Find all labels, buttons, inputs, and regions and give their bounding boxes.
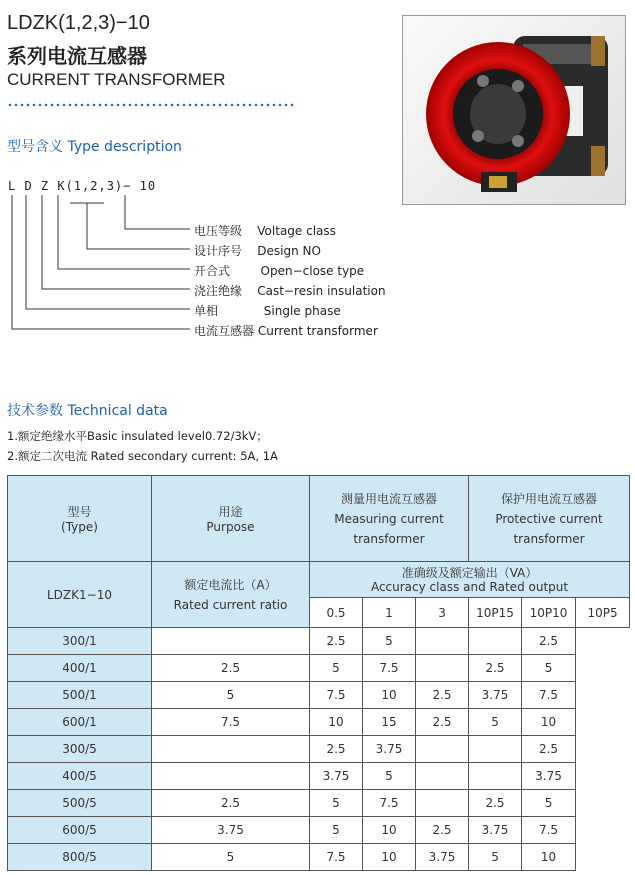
value-cell: 2.5 [152, 655, 310, 682]
value-cell [469, 736, 522, 763]
value-cell: 2.5 [522, 736, 576, 763]
type-description-title: 型号含义 Type description [7, 139, 182, 155]
value-cell [469, 763, 522, 790]
class-cell: 10P15 [469, 598, 522, 628]
class-cell: 0.5 [310, 598, 363, 628]
rated-ratio-header: 额定电流比（A） Rated current ratio [152, 562, 310, 628]
value-cell: 7.5 [522, 682, 576, 709]
voltage-class-label: 电压等级 Voltage class [194, 224, 336, 238]
header-protective: 保护用电流互感器 Protective current transformer [469, 476, 630, 562]
value-cell: 2.5 [469, 790, 522, 817]
ratio-cell: 500/1 [8, 682, 152, 709]
value-cell: 7.5 [522, 817, 576, 844]
value-cell: 2.5 [310, 628, 363, 655]
value-cell: 3.75 [152, 817, 310, 844]
class-cell: 10P10 [522, 598, 576, 628]
value-cell: 2.5 [416, 682, 469, 709]
value-cell: 5 [522, 655, 576, 682]
value-cell [416, 736, 469, 763]
value-cell: 2.5 [416, 817, 469, 844]
current-transformer-label: 电流互感器 Current transformer [194, 324, 378, 338]
ratio-cell: 400/1 [8, 655, 152, 682]
table-row [8, 682, 630, 709]
ratio-cell: 600/1 [8, 709, 152, 736]
value-cell [152, 736, 310, 763]
model-title: LDZK(1,2,3)−10 [7, 12, 150, 34]
single-phase-label: 单相 Single phase [194, 304, 341, 318]
ratio-cell: 300/1 [8, 628, 152, 655]
value-cell: 2.5 [152, 790, 310, 817]
value-cell: 7.5 [363, 655, 416, 682]
value-cell: 3.75 [310, 763, 363, 790]
value-cell: 5 [363, 763, 416, 790]
design-no-label: 设计序号 Design NO [194, 244, 321, 258]
value-cell: 7.5 [310, 844, 363, 871]
technical-data-title: 技术参数 Technical data [7, 403, 168, 419]
ratio-cell: 800/5 [8, 844, 152, 871]
value-cell [416, 790, 469, 817]
value-cell: 3.75 [469, 817, 522, 844]
value-cell: 7.5 [152, 709, 310, 736]
value-cell: 5 [522, 790, 576, 817]
value-cell [416, 628, 469, 655]
accuracy-class-header: 准确级及额定输出（VA） Accuracy class and Rated output [310, 562, 630, 598]
table-header-row [8, 476, 630, 562]
value-cell: 5 [469, 709, 522, 736]
technical-data-table [7, 475, 630, 871]
value-cell: 15 [363, 709, 416, 736]
value-cell: 5 [152, 682, 310, 709]
value-cell: 2.5 [310, 736, 363, 763]
type-code: L D Z K(1,2,3)− 10 [8, 179, 157, 193]
table-row [8, 817, 630, 844]
value-cell: 5 [310, 655, 363, 682]
value-cell: 2.5 [469, 655, 522, 682]
value-cell: 10 [522, 844, 576, 871]
en-title: CURRENT TRANSFORMER [7, 70, 226, 89]
value-cell [152, 628, 310, 655]
class-cell: 3 [416, 598, 469, 628]
value-cell: 10 [522, 709, 576, 736]
class-cell: 10P5 [576, 598, 630, 628]
value-cell [416, 655, 469, 682]
value-cell: 2.5 [416, 709, 469, 736]
value-cell: 5 [363, 628, 416, 655]
value-cell: 10 [363, 682, 416, 709]
value-cell: 2.5 [522, 628, 576, 655]
header-type: 型号 (Type) [8, 476, 152, 562]
open-close-label: 开合式 Open−close type [194, 264, 365, 278]
cn-title: 系列电流互感器 [7, 44, 147, 68]
model-cell: LDZK1−10 [8, 562, 152, 628]
ratio-cell: 500/5 [8, 790, 152, 817]
value-cell: 7.5 [363, 790, 416, 817]
value-cell [416, 763, 469, 790]
header-measuring: 测量用电流互感器 Measuring current transformer [310, 476, 469, 562]
value-cell: 5 [152, 844, 310, 871]
table-row [8, 844, 630, 871]
value-cell: 5 [310, 790, 363, 817]
table-row [8, 736, 630, 763]
value-cell: 3.75 [522, 763, 576, 790]
accuracy-header-row [8, 562, 630, 598]
value-cell [469, 628, 522, 655]
ratio-cell: 300/5 [8, 736, 152, 763]
value-cell [152, 763, 310, 790]
value-cell: 3.75 [416, 844, 469, 871]
value-cell: 5 [469, 844, 522, 871]
value-cell: 5 [310, 817, 363, 844]
value-cell: 10 [363, 817, 416, 844]
value-cell: 10 [310, 709, 363, 736]
cast-resin-label: 浇注绝缘 Cast−resin insulation [194, 284, 386, 298]
table-row [8, 628, 630, 655]
ratio-cell: 400/5 [8, 763, 152, 790]
table-row [8, 790, 630, 817]
table-row [8, 709, 630, 736]
header-purpose: 用途 Purpose [152, 476, 310, 562]
table-row [8, 763, 630, 790]
table-row [8, 655, 630, 682]
class-cell: 1 [363, 598, 416, 628]
value-cell: 7.5 [310, 682, 363, 709]
value-cell: 10 [363, 844, 416, 871]
value-cell: 3.75 [363, 736, 416, 763]
note-secondary-current: 2.额定二次电流 Rated secondary current: 5A, 1A [7, 449, 278, 463]
value-cell: 3.75 [469, 682, 522, 709]
ratio-cell: 600/5 [8, 817, 152, 844]
note-insulation: 1.额定绝缘水平Basic insulated level0.72/3kV； [7, 429, 268, 443]
